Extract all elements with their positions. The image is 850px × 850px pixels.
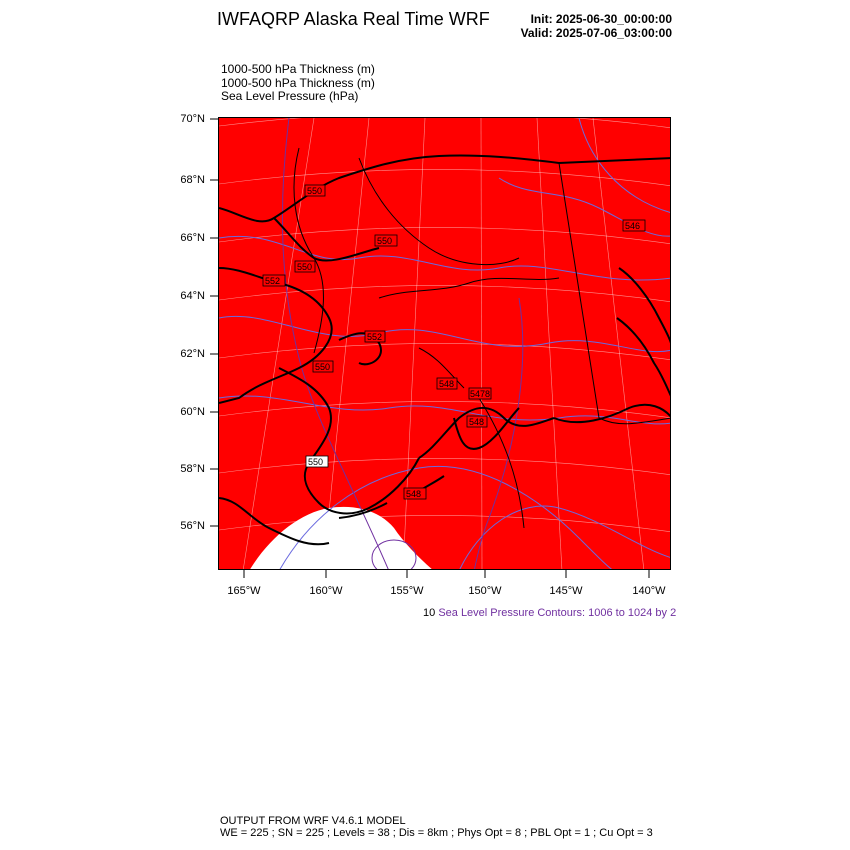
init-time: Init: 2025-06-30_00:00:00: [530, 12, 672, 26]
lon-label-140w: 140°W: [632, 585, 666, 597]
lon-label-145w: 145°W: [549, 585, 583, 597]
lon-label-155w: 155°W: [390, 585, 424, 597]
contour-legend: [423, 607, 676, 619]
contour-tag-8: 548: [406, 489, 422, 499]
lon-label-165w: 165°W: [227, 585, 261, 597]
contour-tag-12: 546: [625, 221, 641, 231]
contour-tag-1: 550: [307, 186, 323, 196]
thickness-fill: [219, 118, 671, 570]
field-label-2: 1000-500 hPa Thickness (m): [221, 75, 375, 90]
contour-tag-2: 550: [377, 236, 393, 246]
time-info: [521, 12, 672, 40]
contour-tag-3: 550: [297, 262, 313, 272]
field-list: [221, 63, 375, 104]
contour-tag-9: 548: [439, 379, 455, 389]
map-canvas: [219, 118, 671, 570]
contour-tag-10: 5478: [470, 389, 491, 399]
map-panel: [218, 117, 671, 570]
contour-tag-7: 550: [308, 457, 324, 467]
legend-contour-text: Sea Level Pressure Contours: 1006 to 1024 by 2: [438, 607, 677, 619]
lat-label-56: 56°N: [180, 520, 205, 532]
lon-label-150w: 150°W: [468, 585, 502, 597]
lat-label-60: 60°N: [180, 406, 205, 418]
contour-tag-11: 548: [469, 417, 485, 427]
lat-label-64: 64°N: [180, 290, 205, 302]
lat-label-58: 58°N: [180, 463, 205, 475]
lat-label-70: 70°N: [180, 113, 205, 125]
footer-line-2: WE = 225 ; SN = 225 ; Levels = 38 ; Dis = 8km ; Phys Opt = 8 ; PBL Opt = 1 ; Cu Opt = 3: [220, 827, 653, 839]
contour-tag-4: 552: [265, 276, 281, 286]
model-footer: [220, 815, 653, 839]
contour-tag-5: 552: [367, 332, 383, 342]
field-label-3: Sea Level Pressure (hPa): [221, 89, 359, 103]
lat-label-62: 62°N: [180, 348, 205, 360]
field-label-1: 1000-500 hPa Thickness (m): [221, 62, 375, 76]
plot-title: IWFAQRP Alaska Real Time WRF: [217, 9, 490, 29]
valid-time: Valid: 2025-07-06_03:00:00: [520, 26, 672, 40]
legend-ref-value: 10: [423, 607, 436, 619]
lon-label-160w: 160°W: [309, 585, 343, 597]
lat-label-66: 66°N: [180, 232, 205, 244]
footer-line-1: OUTPUT FROM WRF V4.6.1 MODEL: [220, 815, 406, 827]
contour-tag-6: 550: [315, 362, 331, 372]
lat-label-68: 68°N: [180, 174, 205, 186]
